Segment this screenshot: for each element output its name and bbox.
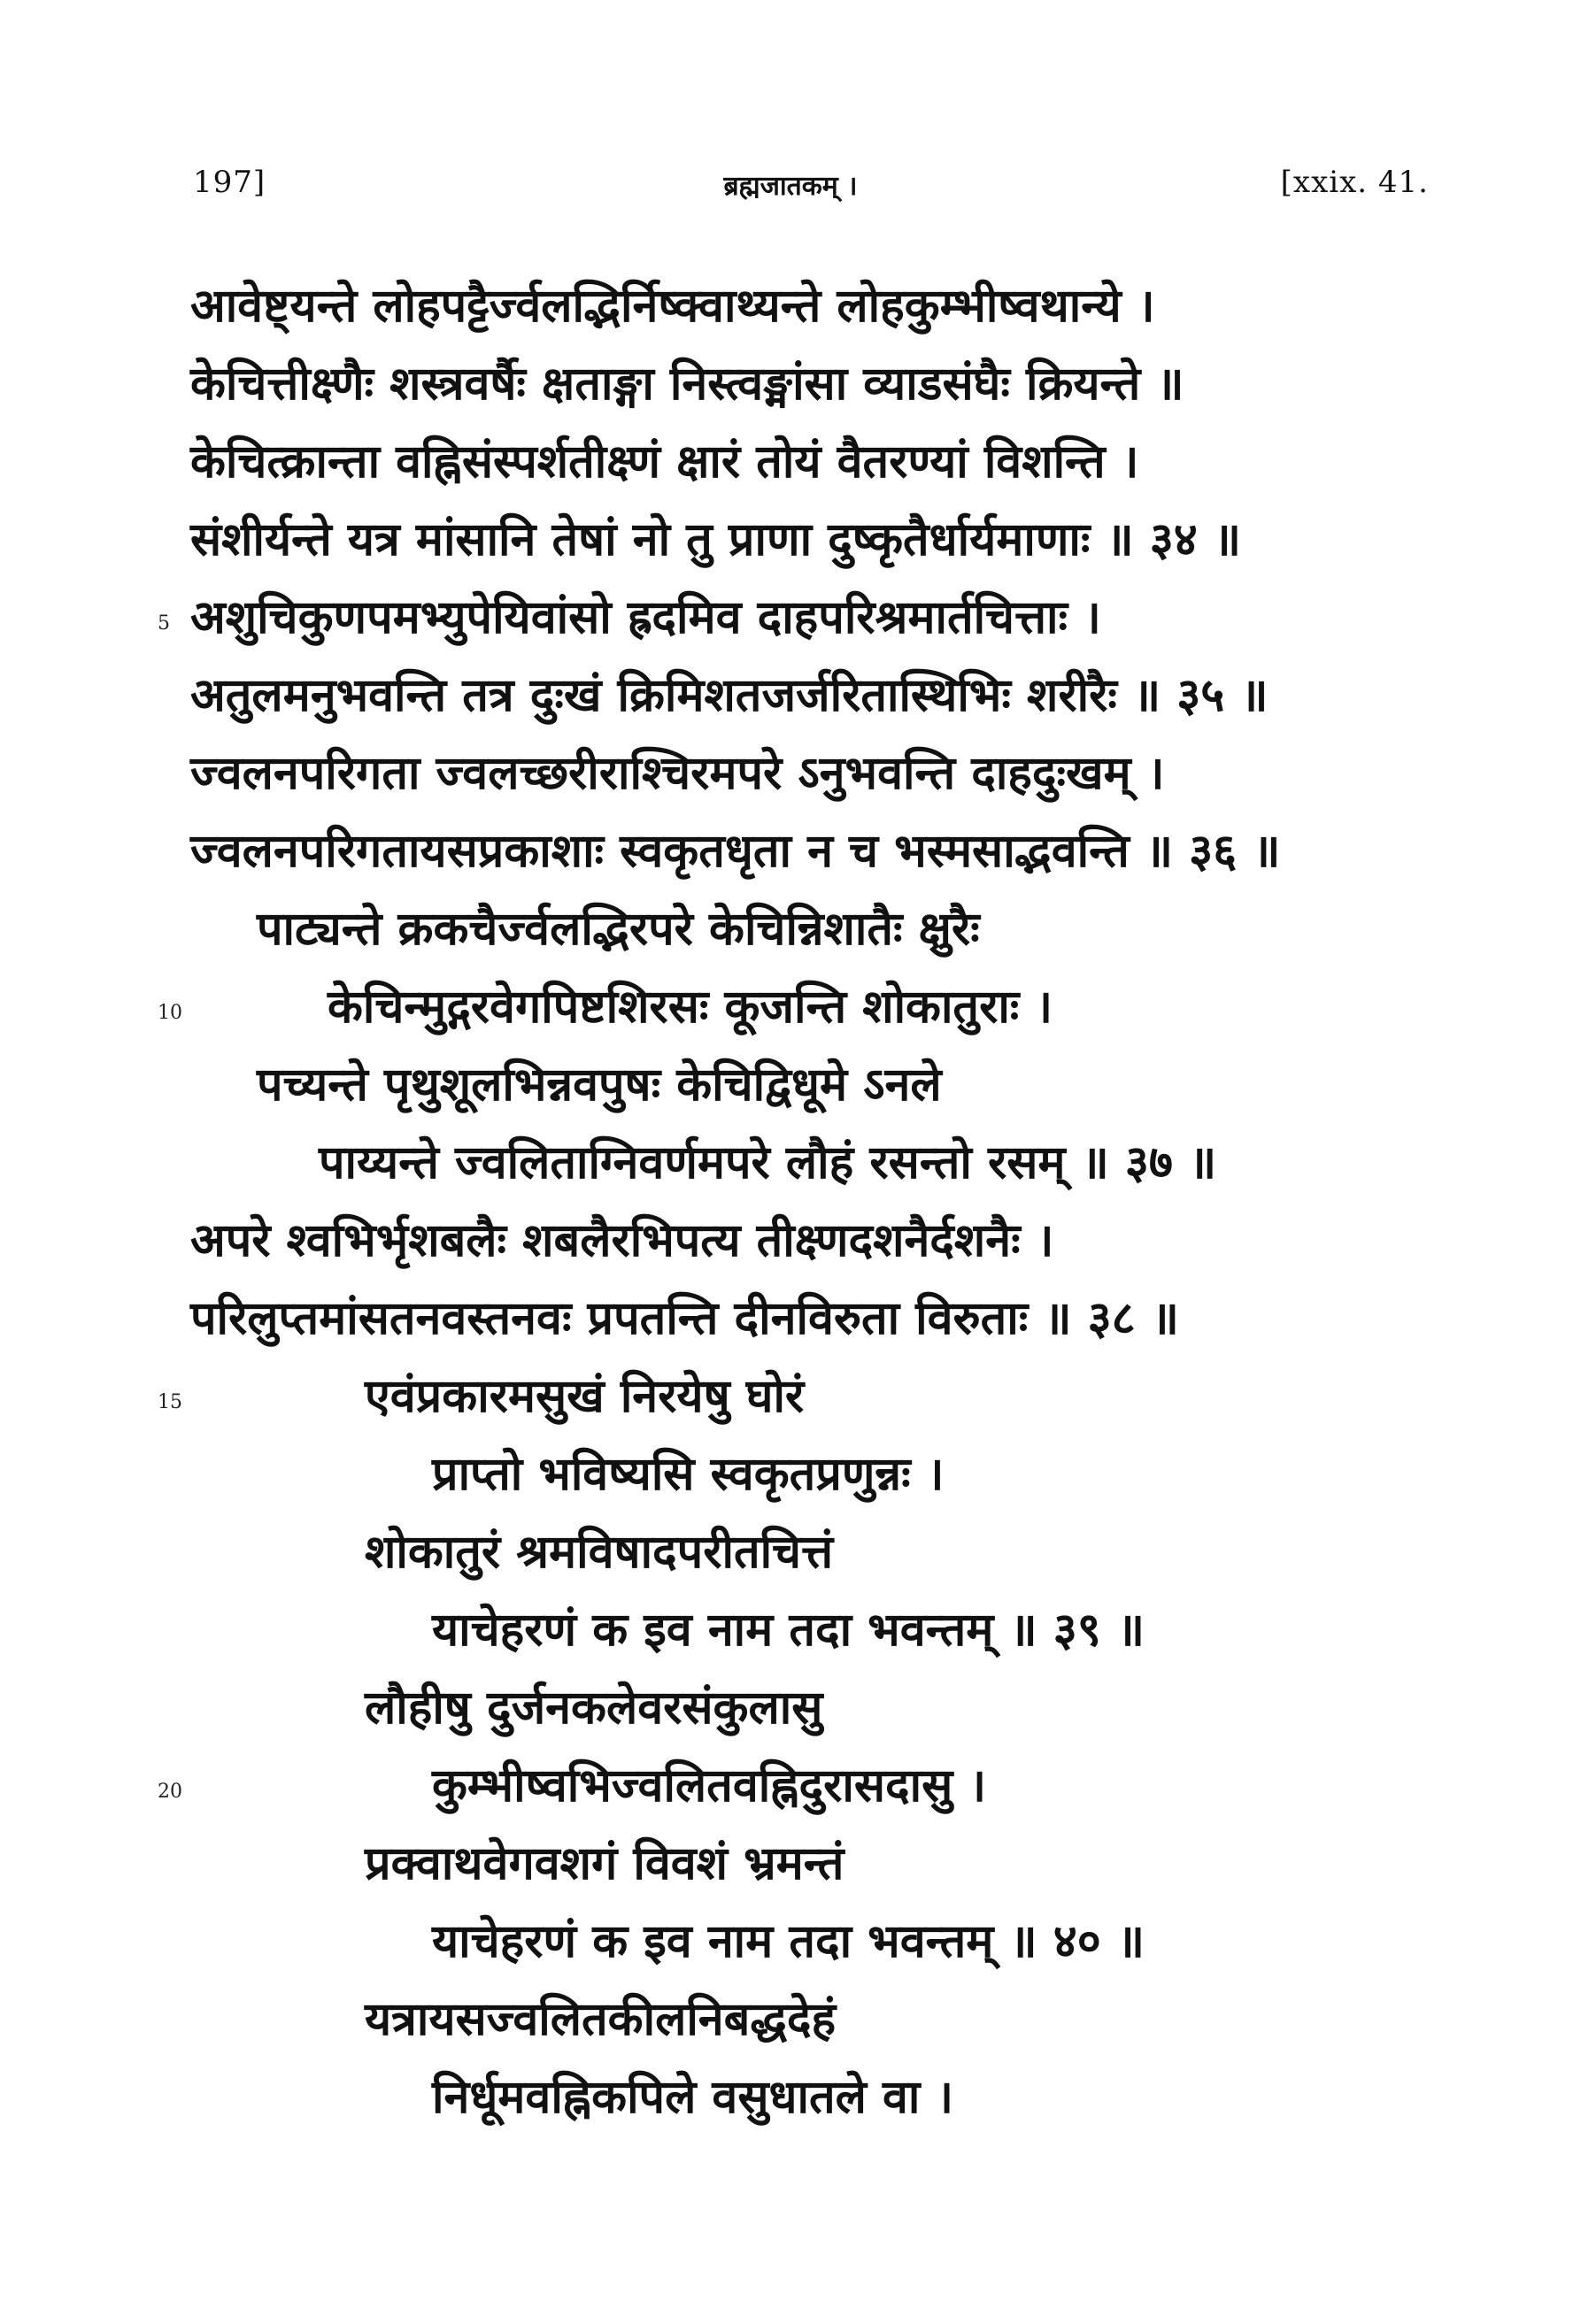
running-header xyxy=(0,165,1581,218)
line-number: 15 xyxy=(158,1391,182,1413)
verse-line: ज्वलनपरिगतायसप्रकाशाः स्वकृतधृता न च भस्मसाद्भवन्ति ॥ ३६ ॥ xyxy=(190,825,1281,878)
verse-line: याचेहरणं क इव नाम तदा भवन्तम् ॥ ४० ॥ xyxy=(432,1915,1145,1968)
verse-line: प्राप्तो भविष्यसि स्वकृतप्रणुन्नः । xyxy=(432,1448,945,1501)
verse-line: पाय्यन्ते ज्वलिताग्निवर्णमपरे लौहं रसन्तो रसम् ॥ ३७ ॥ xyxy=(319,1136,1217,1189)
verse-line: संशीर्यन्ते यत्र मांसानि तेषां नो तु प्राणा दुष्कृतैर्धार्यमाणाः ॥ ३४ ॥ xyxy=(190,513,1242,566)
verse-line: केचित्तीक्ष्णैः शस्त्रवर्षैः क्षताङ्गा निस्त्वङ्मांसा व्याडसंघैः क्रियन्ते ॥ xyxy=(190,358,1184,411)
verse-line: ज्वलनपरिगता ज्वलच्छरीराश्चिरमपरे ऽनुभवन्ति दाहदुःखम् । xyxy=(190,747,1165,800)
verse-line: अतुलमनुभवन्ति तत्र दुःखं क्रिमिशतजर्जरितास्थिभिः शरीरैः ॥ ३५ ॥ xyxy=(190,669,1269,722)
verse-line: प्रक्वाथवेगवशगं विवशं भ्रमन्तं xyxy=(365,1837,844,1890)
verse-line: अपरे श्वभिर्भृशबलैः शबलैरभिपत्य तीक्ष्णदशनैर्दशनैः । xyxy=(190,1214,1054,1267)
verse-line: परिलुप्तमांसतनवस्तनवः प्रपतन्ति दीनविरुता विरुताः ॥ ३८ ॥ xyxy=(190,1292,1179,1345)
line-number: 10 xyxy=(158,1002,182,1024)
verse-line: याचेहरणं क इव नाम तदा भवन्तम् ॥ ३९ ॥ xyxy=(432,1604,1145,1657)
verse-line: कुम्भीष्वभिज्वलितवह्निदुरासदासु । xyxy=(432,1759,987,1812)
running-title: ब्रह्मजातकम् । xyxy=(723,171,858,202)
line-number: 20 xyxy=(158,1781,182,1803)
verse-line: निर्धूमवह्निकपिले वसुधातले वा । xyxy=(432,2071,954,2124)
section-reference: [xxix. 41. xyxy=(1280,165,1429,200)
page-number: 197] xyxy=(193,165,266,200)
verse-line: यत्रायसज्वलितकीलनिबद्धदेहं xyxy=(365,1993,837,2046)
verse-line: पाट्यन्ते क्रकचैर्ज्वलद्भिरपरे केचिन्निशातैः क्षुरैः xyxy=(257,903,980,956)
verse-line: अशुचिकुणपमभ्युपेयिवांसो ह्रदमिव दाहपरिश्रमार्तचित्ताः । xyxy=(190,591,1101,644)
verse-line: केचिन्मुद्गरवेगपिष्टशिरसः कूजन्ति शोकातुराः । xyxy=(328,981,1053,1034)
verse-line: शोकातुरं श्रमविषादपरीतचित्तं xyxy=(365,1526,834,1579)
verse-line: एवंप्रकारमसुखं निरयेषु घोरं xyxy=(365,1370,805,1423)
line-number: 5 xyxy=(158,612,170,635)
verse-line: आवेष्ट्यन्ते लोहपट्टैर्ज्वलद्भिर्निष्क्वाथ्यन्ते लोहकुम्भीष्वथान्ये । xyxy=(190,280,1155,333)
verse-line: पच्यन्ते पृथुशूलभिन्नवपुषः केचिद्विधूमे ऽनले xyxy=(257,1058,942,1112)
verse-line: लौहीषु दुर्जनकलेवरसंकुलासु xyxy=(365,1681,823,1735)
verse-line: केचित्क्रान्ता वह्निसंस्पर्शतीक्ष्णं क्षारं तोयं वैतरण्यां विशन्ति । xyxy=(190,435,1139,489)
